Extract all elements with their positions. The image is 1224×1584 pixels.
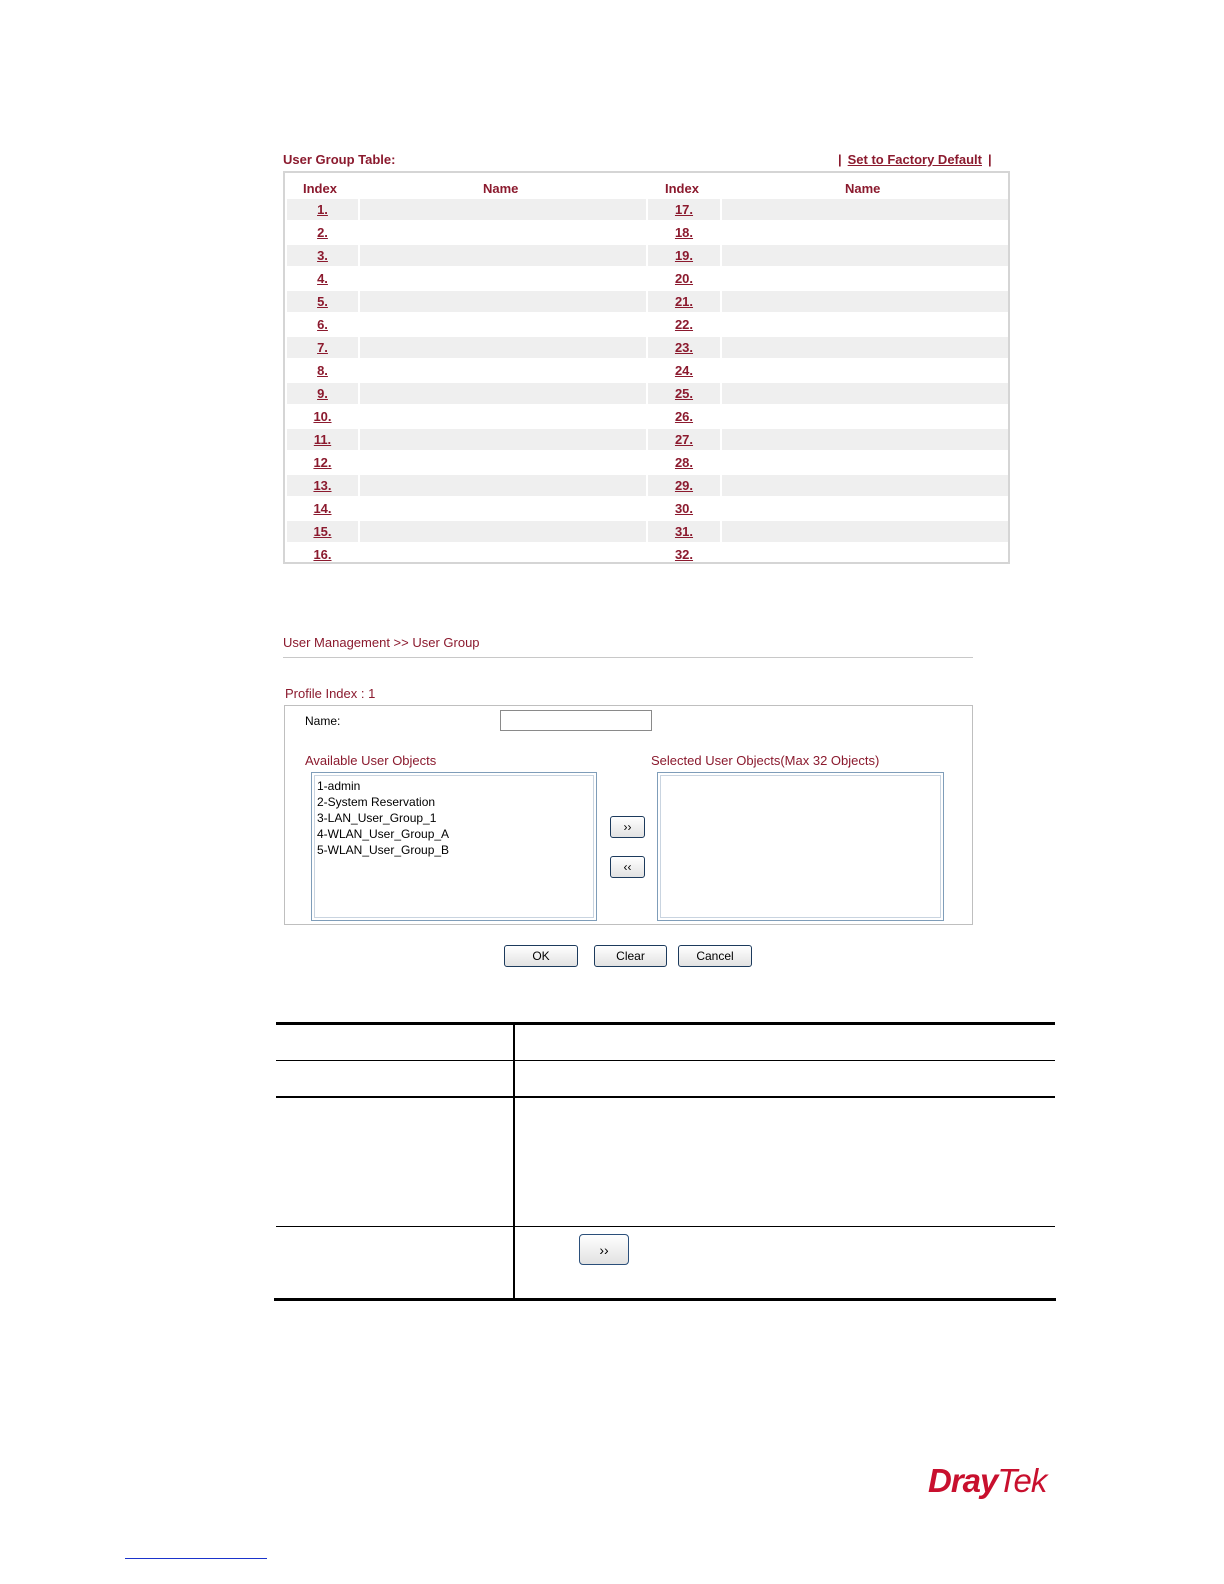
name-cell-left <box>360 475 646 496</box>
profile-index-link[interactable]: 10. <box>313 409 332 424</box>
remove-object-button[interactable]: ‹‹ <box>610 856 645 878</box>
factory-default-link-wrap <box>838 152 992 167</box>
desc-table-row-divider-2 <box>276 1096 1055 1098</box>
name-cell-left <box>360 429 646 450</box>
profile-index-link[interactable]: 3. <box>317 248 328 263</box>
index-cell-right <box>648 199 720 220</box>
index-cell-right <box>648 475 720 496</box>
logo-tek: Tek <box>997 1462 1047 1499</box>
profile-index-link[interactable]: 17. <box>674 202 694 217</box>
table-row <box>285 475 1008 496</box>
name-label: Name: <box>305 714 341 728</box>
index-cell-left <box>287 406 358 427</box>
header-name-left: Name <box>483 181 519 196</box>
table-row <box>285 337 1008 358</box>
index-cell-left <box>287 291 358 312</box>
list-item[interactable]: 5-WLAN_User_Group_B <box>317 843 450 857</box>
draytek-logo <box>928 1462 1046 1500</box>
profile-index-link[interactable]: 16. <box>313 547 332 562</box>
profile-index-link[interactable]: 29. <box>674 478 694 493</box>
name-cell-right <box>722 498 1008 519</box>
index-cell-left <box>287 199 358 220</box>
table-row <box>285 383 1008 404</box>
name-cell-right <box>722 383 1008 404</box>
index-cell-left <box>287 314 358 335</box>
name-cell-left <box>360 245 646 266</box>
table-row <box>285 268 1008 289</box>
available-objects-label: Available User Objects <box>305 753 437 768</box>
desc-table-bottom-border <box>274 1298 1056 1301</box>
profile-index-link[interactable]: 15. <box>313 524 332 539</box>
index-cell-right <box>648 360 720 381</box>
index-cell-right <box>648 291 720 312</box>
name-cell-left <box>360 268 646 289</box>
profile-index-link[interactable]: 20. <box>674 271 694 286</box>
table-row <box>285 314 1008 335</box>
name-cell-right <box>722 475 1008 496</box>
desc-table-row-divider-1 <box>276 1060 1055 1061</box>
name-cell-right <box>722 245 1008 266</box>
list-item[interactable]: 2-System Reservation <box>317 795 436 809</box>
name-cell-right <box>722 314 1008 335</box>
profile-index-link[interactable]: 19. <box>674 248 694 263</box>
header-index-left: Index <box>303 181 337 196</box>
index-cell-left <box>287 245 358 266</box>
index-cell-right <box>648 268 720 289</box>
profile-index-link[interactable]: 23. <box>674 340 694 355</box>
available-objects-options <box>315 776 593 858</box>
name-cell-right <box>722 268 1008 289</box>
logo-dray: Dray <box>928 1462 998 1499</box>
name-cell-left <box>360 544 646 565</box>
name-cell-right <box>722 521 1008 542</box>
index-cell-right <box>648 452 720 473</box>
profile-index-link[interactable]: 25. <box>674 386 694 401</box>
table-row <box>285 429 1008 450</box>
name-cell-left <box>360 452 646 473</box>
profile-index-link[interactable]: 8. <box>317 363 328 378</box>
profile-index-link[interactable]: 5. <box>317 294 328 309</box>
name-cell-left <box>360 521 646 542</box>
index-cell-left <box>287 544 358 565</box>
profile-index-link[interactable]: 28. <box>674 455 694 470</box>
breadcrumb: User Management >> User Group <box>283 635 480 650</box>
list-item[interactable]: 1-admin <box>317 779 361 793</box>
selected-objects-list[interactable] <box>657 772 944 921</box>
index-cell-right <box>648 337 720 358</box>
index-cell-left <box>287 222 358 243</box>
index-cell-left <box>287 498 358 519</box>
profile-index-link[interactable]: 13. <box>313 478 332 493</box>
index-cell-left <box>287 452 358 473</box>
profile-index-link[interactable]: 21. <box>674 294 694 309</box>
profile-index-link[interactable]: 26. <box>674 409 694 424</box>
header-name-right: Name <box>845 181 881 196</box>
profile-index-link[interactable]: 22. <box>674 317 694 332</box>
name-cell-left <box>360 383 646 404</box>
profile-index-link[interactable]: 1. <box>317 202 328 217</box>
list-item[interactable]: 4-WLAN_User_Group_A <box>317 827 450 841</box>
name-cell-left <box>360 360 646 381</box>
index-cell-left <box>287 429 358 450</box>
clear-button[interactable]: Clear <box>594 945 667 967</box>
index-cell-right <box>648 314 720 335</box>
name-input[interactable] <box>500 710 652 731</box>
separator-right: | <box>988 152 992 167</box>
profile-index-link[interactable]: 11. <box>313 432 332 447</box>
selected-objects-list-inner <box>660 775 941 918</box>
profile-index-link[interactable]: 9. <box>317 386 328 401</box>
index-cell-right <box>648 521 720 542</box>
index-cell-right <box>648 245 720 266</box>
name-cell-left <box>360 199 646 220</box>
set-to-factory-default-link[interactable]: Set to Factory Default <box>847 152 982 167</box>
profile-index-link[interactable]: 30. <box>674 501 694 516</box>
index-cell-right <box>648 498 720 519</box>
table-row <box>285 222 1008 243</box>
table-row <box>285 452 1008 473</box>
index-cell-left <box>287 475 358 496</box>
available-objects-list-inner <box>314 775 594 918</box>
table-row <box>285 291 1008 312</box>
index-cell-left <box>287 383 358 404</box>
user-group-table <box>283 171 1010 564</box>
index-cell-right <box>648 222 720 243</box>
index-cell-left <box>287 337 358 358</box>
list-item[interactable]: 3-LAN_User_Group_1 <box>317 811 437 825</box>
breadcrumb-divider <box>283 657 973 658</box>
index-cell-left <box>287 268 358 289</box>
name-cell-left <box>360 314 646 335</box>
profile-index-link[interactable]: 14. <box>313 501 332 516</box>
ok-button[interactable]: OK <box>504 945 578 967</box>
desc-table-column-divider <box>513 1023 515 1299</box>
table-row <box>285 498 1008 519</box>
name-cell-left <box>360 337 646 358</box>
profile-index-link[interactable]: 27. <box>674 432 694 447</box>
profile-index-link[interactable]: 12. <box>313 455 332 470</box>
available-objects-list[interactable] <box>311 772 597 921</box>
table-row <box>285 544 1008 565</box>
index-cell-left <box>287 360 358 381</box>
table-row <box>285 199 1008 220</box>
profile-index-link[interactable]: 7. <box>317 340 328 355</box>
profile-index-link[interactable]: 24. <box>674 363 694 378</box>
desc-table-top-border <box>276 1022 1055 1025</box>
profile-index-link[interactable]: 32. <box>674 547 694 562</box>
example-add-button: ›› <box>579 1234 629 1265</box>
profile-index-link[interactable]: 31. <box>674 524 694 539</box>
add-object-button[interactable]: ›› <box>610 816 645 838</box>
name-cell-left <box>360 222 646 243</box>
header-index-right: Index <box>665 181 699 196</box>
name-cell-right <box>722 291 1008 312</box>
table-row <box>285 521 1008 542</box>
table-row <box>285 245 1008 266</box>
profile-index-link[interactable]: 2. <box>317 225 328 240</box>
profile-index-link[interactable]: 4. <box>317 271 328 286</box>
user-group-table-title: User Group Table: <box>283 152 396 167</box>
name-cell-right <box>722 544 1008 565</box>
separator-left: | <box>838 152 842 167</box>
table-row <box>285 406 1008 427</box>
index-cell-left <box>287 521 358 542</box>
index-cell-right <box>648 383 720 404</box>
index-cell-right <box>648 544 720 565</box>
profile-index-label: Profile Index : 1 <box>285 686 376 701</box>
selected-objects-label: Selected User Objects(Max 32 Objects) <box>651 753 880 768</box>
index-cell-right <box>648 406 720 427</box>
name-cell-left <box>360 498 646 519</box>
desc-table-row-divider-3 <box>276 1226 1055 1227</box>
cancel-button[interactable]: Cancel <box>678 945 752 967</box>
name-cell-left <box>360 406 646 427</box>
name-cell-right <box>722 360 1008 381</box>
profile-index-link[interactable]: 18. <box>674 225 694 240</box>
name-cell-right <box>722 452 1008 473</box>
profile-index-link[interactable]: 6. <box>317 317 328 332</box>
name-cell-right <box>722 199 1008 220</box>
index-cell-right <box>648 429 720 450</box>
footer-link-underline <box>125 1558 267 1559</box>
name-cell-left <box>360 291 646 312</box>
name-cell-right <box>722 337 1008 358</box>
name-cell-right <box>722 429 1008 450</box>
table-row <box>285 360 1008 381</box>
name-cell-right <box>722 406 1008 427</box>
name-cell-right <box>722 222 1008 243</box>
